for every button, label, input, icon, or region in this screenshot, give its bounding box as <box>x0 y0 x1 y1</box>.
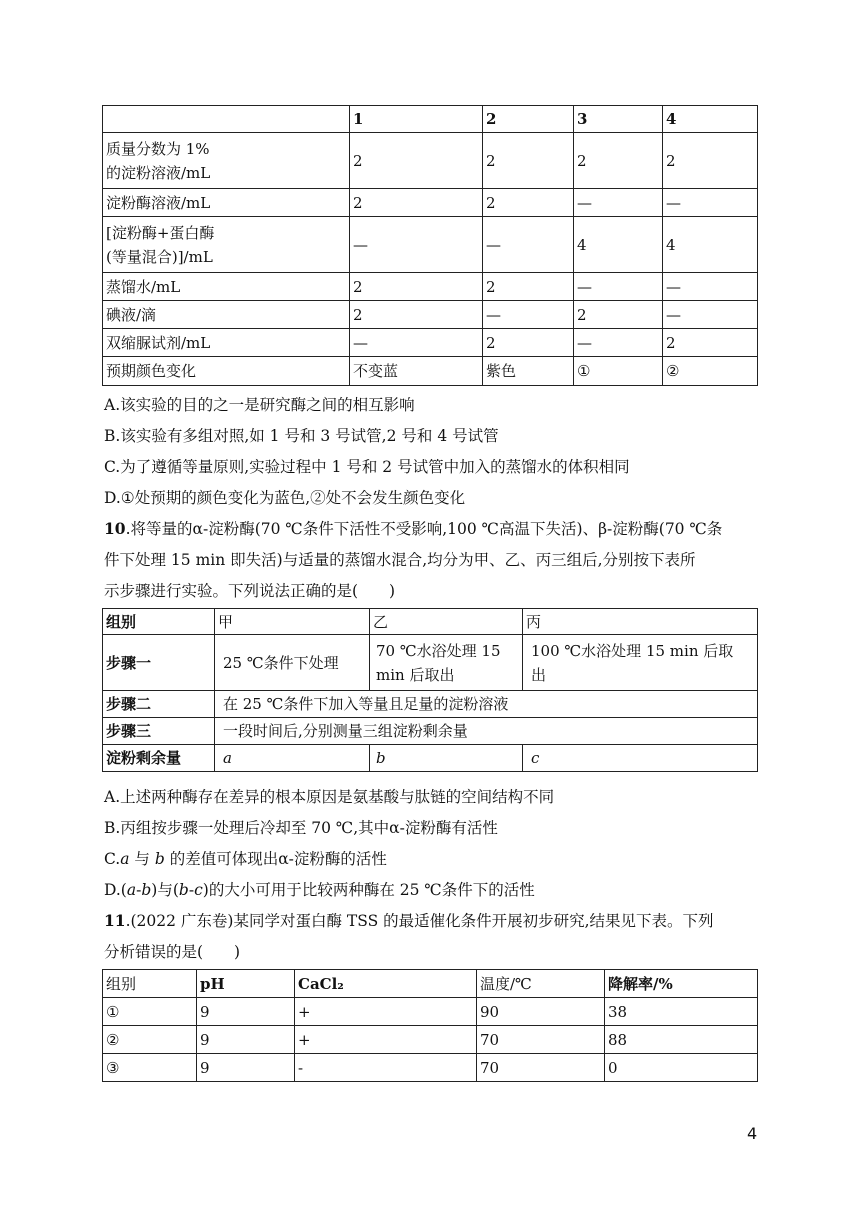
table-cell: 2 <box>350 133 483 189</box>
table-header-row <box>103 609 758 635</box>
table-cell: 9 <box>197 998 295 1026</box>
table-cell: — <box>663 301 758 329</box>
header-cell: 乙 <box>370 609 523 635</box>
q10-stem-line1: 10.将等量的α-淀粉酶(70 ℃条件下活性不受影响,100 ℃高温下失活)、β-淀粉酶(70 ℃条 <box>104 519 723 538</box>
protease-tss-table <box>102 969 758 1082</box>
q9-option-d: D.①处预期的颜色变化为蓝色,②处不会发生颜色变化 <box>104 489 466 507</box>
table-cell: — <box>350 329 483 357</box>
row-label: 预期颜色变化 <box>103 357 350 386</box>
table-cell: 2 <box>574 133 663 189</box>
table-row <box>103 357 758 386</box>
page-number: 4 <box>747 1124 758 1143</box>
header-cell: 3 <box>574 106 663 133</box>
table-header-row <box>103 970 758 998</box>
table-cell: 88 <box>605 1026 758 1054</box>
table-cell: 2 <box>350 189 483 217</box>
table-row <box>103 1054 758 1082</box>
table-cell: 2 <box>483 189 574 217</box>
table-row <box>103 691 758 718</box>
question-number: 10 <box>104 519 126 538</box>
table-cell: — <box>574 329 663 357</box>
q10-option-b: B.丙组按步骤一处理后冷却至 70 ℃,其中α-淀粉酶有活性 <box>104 819 498 837</box>
table-cell: ① <box>103 998 197 1026</box>
header-cell: 温度/℃ <box>477 970 605 998</box>
row-label: 蒸馏水/mL <box>103 273 350 301</box>
row-label: 淀粉剩余量 <box>103 745 215 772</box>
table-row <box>103 718 758 745</box>
table-row <box>103 998 758 1026</box>
header-cell: 降解率/% <box>605 970 758 998</box>
header-cell: pH <box>197 970 295 998</box>
table-cell: — <box>350 217 483 273</box>
q10-option-a: A.上述两种酶存在差异的根本原因是氨基酸与肽链的空间结构不同 <box>104 788 555 806</box>
header-cell: CaCl₂ <box>295 970 477 998</box>
table-cell: 38 <box>605 998 758 1026</box>
table-cell: + <box>295 1026 477 1054</box>
q10-option-d: D.(a-b)与(b-c)的大小可用于比较两种酶在 25 ℃条件下的活性 <box>104 881 535 899</box>
table-cell: 70 <box>477 1054 605 1082</box>
table-cell: 25 ℃条件下处理 <box>215 635 370 691</box>
table-cell: 2 <box>663 329 758 357</box>
table-row <box>103 217 758 273</box>
row-label: 淀粉酶溶液/mL <box>103 189 350 217</box>
table-cell: 70 <box>477 1026 605 1054</box>
table-cell: 2 <box>663 133 758 189</box>
enzyme-activity-steps-table <box>102 608 758 772</box>
header-cell: 组别 <box>103 970 197 998</box>
question-number: 11 <box>104 911 126 930</box>
table-row <box>103 301 758 329</box>
table-cell: 70 ℃水浴处理 15 min 后取出 <box>370 635 523 691</box>
q11-stem-line1: 11.(2022 广东卷)某同学对蛋白酶 TSS 的最适催化条件开展初步研究,结果见下表。下列 <box>104 911 714 930</box>
table-cell: - <box>295 1054 477 1082</box>
q10-stem-line3: 示步骤进行实验。下列说法正确的是( ) <box>104 582 396 600</box>
table-cell: 0 <box>605 1054 758 1082</box>
table-row <box>103 745 758 772</box>
table-cell: c <box>523 745 758 772</box>
table-cell: ③ <box>103 1054 197 1082</box>
table-cell: 2 <box>350 301 483 329</box>
table-row <box>103 273 758 301</box>
table-cell: — <box>663 189 758 217</box>
table-row <box>103 133 758 189</box>
table-cell: 2 <box>574 301 663 329</box>
table-cell: — <box>574 273 663 301</box>
table-cell: 2 <box>483 273 574 301</box>
q11-stem-line2: 分析错误的是( ) <box>104 943 241 961</box>
row-label: 碘液/滴 <box>103 301 350 329</box>
table-cell: 90 <box>477 998 605 1026</box>
header-cell: 4 <box>663 106 758 133</box>
header-cell: 丙 <box>523 609 758 635</box>
table-row <box>103 329 758 357</box>
header-cell: 甲 <box>215 609 370 635</box>
table-cell: — <box>574 189 663 217</box>
table-cell: — <box>483 301 574 329</box>
table-cell: 2 <box>483 133 574 189</box>
table-cell: 不变蓝 <box>350 357 483 386</box>
table-cell: + <box>295 998 477 1026</box>
table-cell: b <box>370 745 523 772</box>
q9-option-b: B.该实验有多组对照,如 1 号和 3 号试管,2 号和 4 号试管 <box>104 427 499 445</box>
row-label: [淀粉酶+蛋白酶 (等量混合)]/mL <box>103 217 350 273</box>
table-cell: 9 <box>197 1026 295 1054</box>
table-cell: ① <box>574 357 663 386</box>
table-row <box>103 189 758 217</box>
table-row <box>103 1026 758 1054</box>
table-header-row <box>103 106 758 133</box>
table-cell: 9 <box>197 1054 295 1082</box>
table-cell: 100 ℃水浴处理 15 min 后取 出 <box>523 635 758 691</box>
header-cell: 组别 <box>103 609 215 635</box>
row-label: 步骤一 <box>103 635 215 691</box>
row-label: 质量分数为 1% 的淀粉溶液/mL <box>103 133 350 189</box>
table-cell: 在 25 ℃条件下加入等量且足量的淀粉溶液 <box>215 691 758 718</box>
table-cell: — <box>663 273 758 301</box>
row-label: 双缩脲试剂/mL <box>103 329 350 357</box>
table-cell: 一段时间后,分别测量三组淀粉剩余量 <box>215 718 758 745</box>
table-cell: a <box>215 745 370 772</box>
q10-stem-line2: 件下处理 15 min 即失活)与适量的蒸馏水混合,均分为甲、乙、丙三组后,分别按下表所 <box>104 551 696 569</box>
table-cell: ② <box>103 1026 197 1054</box>
table-cell: 2 <box>350 273 483 301</box>
q9-option-a: A.该实验的目的之一是研究酶之间的相互影响 <box>104 396 415 414</box>
table-cell: 4 <box>574 217 663 273</box>
q9-option-c: C.为了遵循等量原则,实验过程中 1 号和 2 号试管中加入的蒸馏水的体积相同 <box>104 458 630 476</box>
enzyme-experiment-table <box>102 105 758 386</box>
row-label: 步骤三 <box>103 718 215 745</box>
table-cell: 2 <box>483 329 574 357</box>
header-cell: 2 <box>483 106 574 133</box>
table-cell: 紫色 <box>483 357 574 386</box>
header-cell: 1 <box>350 106 483 133</box>
row-label: 步骤二 <box>103 691 215 718</box>
q10-option-c: C.a 与 b 的差值可体现出α-淀粉酶的活性 <box>104 850 387 868</box>
table-cell: 4 <box>663 217 758 273</box>
table-cell: — <box>483 217 574 273</box>
table-cell: ② <box>663 357 758 386</box>
table-row <box>103 635 758 691</box>
header-cell <box>103 106 350 133</box>
